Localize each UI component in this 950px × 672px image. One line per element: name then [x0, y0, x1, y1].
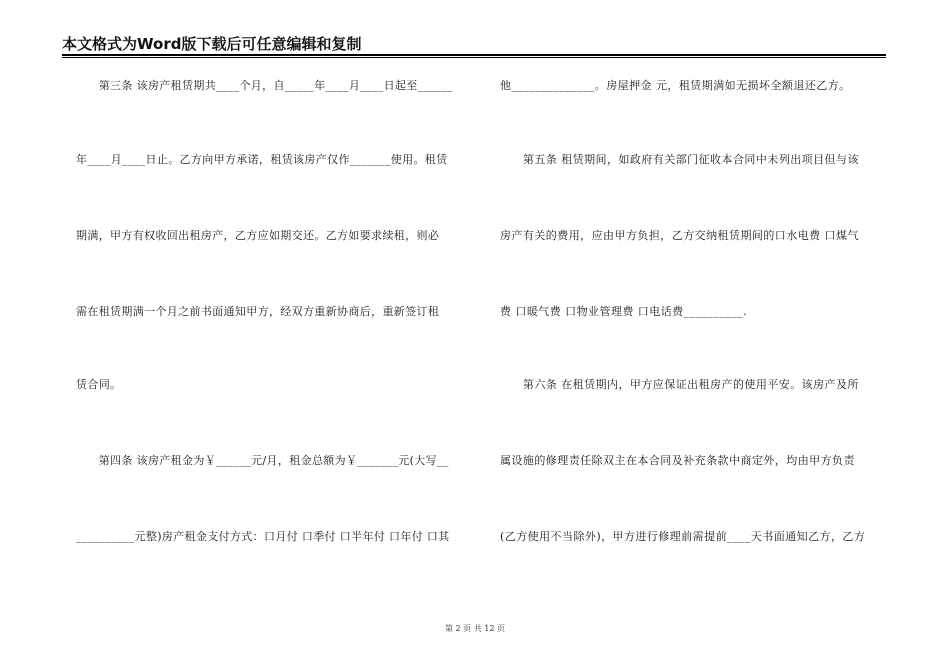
- text-line: 他______________。房屋押金 元，租赁期满如无损坏全额退还乙方。: [500, 79, 851, 92]
- text-line: 赁合同。: [76, 378, 122, 391]
- text-line: __________元整)房产租金支付方式：口月付 口季付 口半年付 口年付 口其: [76, 530, 450, 543]
- text-line: 费 口暖气费 口物业管理费 口电话费__________.: [500, 305, 748, 318]
- text-line: 第三条 该房产租赁期共____个月，自_____年____月____日起至______: [76, 79, 453, 92]
- text-line: 第六条 在租赁期内，甲方应保证出租房产的使用平安。该房产及所: [500, 378, 859, 391]
- text-line: 年____月____日止。乙方向甲方承诺，租赁该房产仅作_______使用。租赁: [76, 153, 448, 166]
- left-text-column: [76, 0, 466, 672]
- page-number-footer: 第 2 页 共 12 页: [445, 624, 505, 633]
- text-line: 属设施的修理责任除双主在本合同及补充条款中商定外，均由甲方负责: [500, 454, 855, 467]
- text-line: 需在租赁期满一个月之前书面通知甲方，经双方重新协商后，重新签订租: [76, 305, 440, 318]
- right-text-column: [500, 0, 882, 672]
- text-line: 房产有关的费用，应由甲方负担，乙方交纳租赁期间的口水电费 口煤气: [500, 229, 859, 242]
- text-line: 第五条 租赁期间，如政府有关部门征收本合同中未列出项目但与该: [500, 153, 859, 166]
- text-line: 期满，甲方有权收回出租房产，乙方应如期交还。乙方如要求续租，则必: [76, 229, 440, 242]
- document-header: 本文格式为Word版下载后可任意编辑和复制: [62, 35, 362, 53]
- text-line: 第四条 该房产租金为￥______元/月，租金总额为￥_______元(大写__: [76, 454, 449, 467]
- text-line: (乙方使用不当除外)，甲方进行修理前需提前____天书面通知乙方，乙方: [500, 530, 866, 543]
